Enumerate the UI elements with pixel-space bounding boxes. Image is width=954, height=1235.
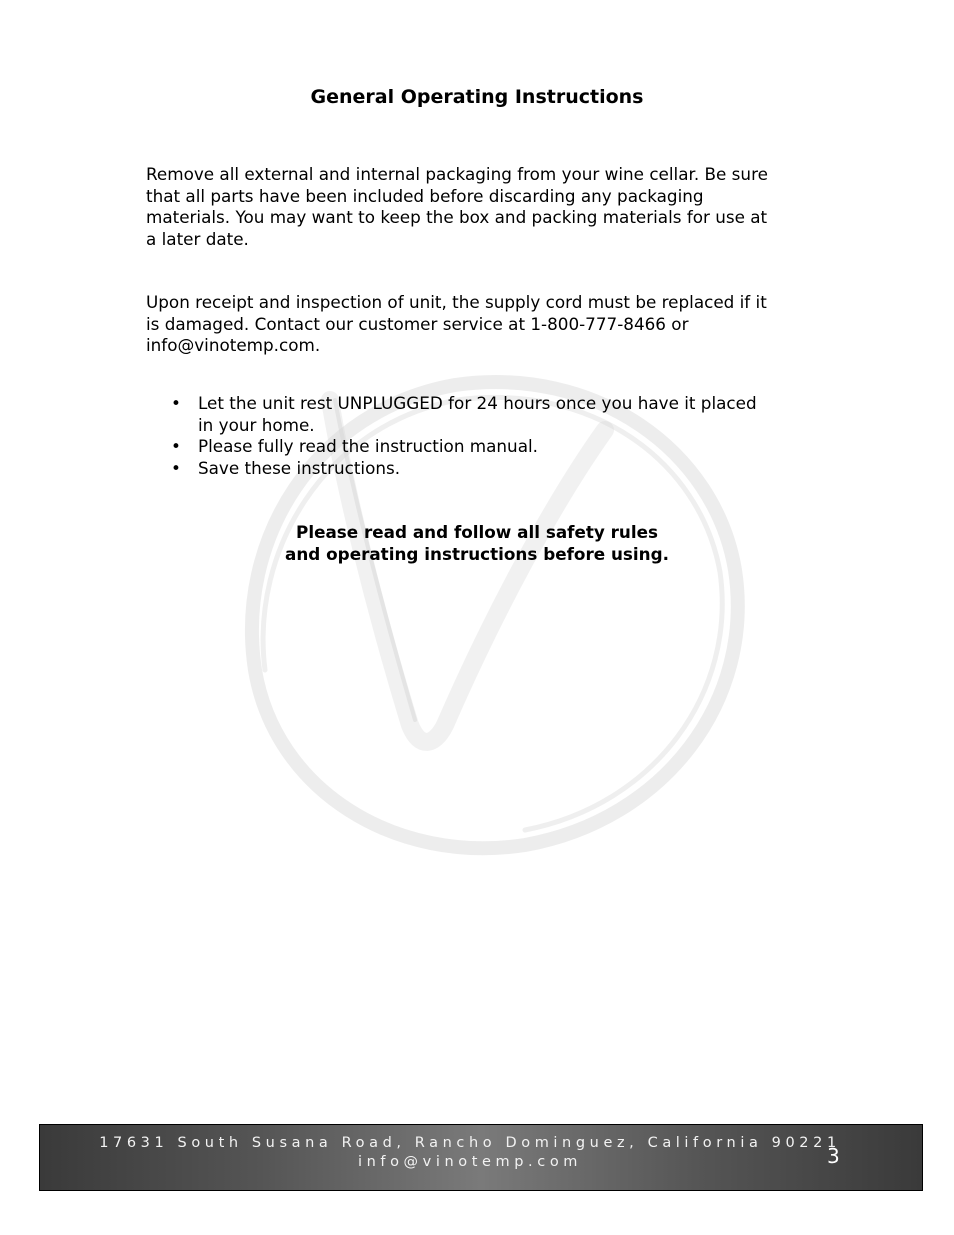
packaging-paragraph bbox=[146, 164, 816, 250]
notice-line: and operating instructions before using. bbox=[285, 543, 669, 564]
page-title: General Operating Instructions bbox=[310, 86, 644, 108]
instruction-list bbox=[146, 393, 816, 479]
footer-email: info@vinotemp.com bbox=[357, 1154, 583, 1170]
bullet-icon: • bbox=[171, 393, 181, 413]
list-item bbox=[146, 458, 816, 480]
list-item-text: Let the unit rest UNPLUGGED for 24 hours once you have it placed bbox=[198, 393, 757, 413]
page-footer bbox=[39, 1124, 923, 1191]
footer-contact bbox=[40, 1134, 900, 1172]
list-item-text: Save these instructions. bbox=[198, 457, 401, 478]
list-item bbox=[146, 393, 816, 436]
notice-line: Please read and follow all safety rules bbox=[296, 522, 658, 542]
paragraph-line: info@vinotemp.com. bbox=[146, 335, 321, 355]
safety-notice bbox=[0, 522, 954, 565]
list-item-text: Please fully read the instruction manual. bbox=[198, 436, 538, 456]
paragraph-line: materials. You may want to keep the box and packing materials for use at bbox=[146, 207, 768, 227]
footer-address: 17631 South Susana Road, Rancho Dominguez, California 90221 bbox=[99, 1135, 841, 1151]
list-item-text: in your home. bbox=[198, 414, 315, 435]
paragraph-line: a later date. bbox=[146, 228, 249, 249]
page-number: 3 bbox=[827, 1144, 840, 1168]
paragraph-line: is damaged. Contact our customer service at 1-800-777-8466 or bbox=[146, 313, 689, 334]
paragraph-line: that all parts have been included before discarding any packaging bbox=[146, 185, 704, 206]
bullet-icon: • bbox=[171, 436, 181, 456]
bullet-icon: • bbox=[171, 457, 181, 478]
list-item bbox=[146, 436, 816, 458]
supply-cord-paragraph bbox=[146, 292, 816, 357]
paragraph-line: Remove all external and internal packaging from your wine cellar. Be sure bbox=[146, 164, 768, 184]
paragraph-line: Upon receipt and inspection of unit, the supply cord must be replaced if it bbox=[146, 292, 767, 312]
